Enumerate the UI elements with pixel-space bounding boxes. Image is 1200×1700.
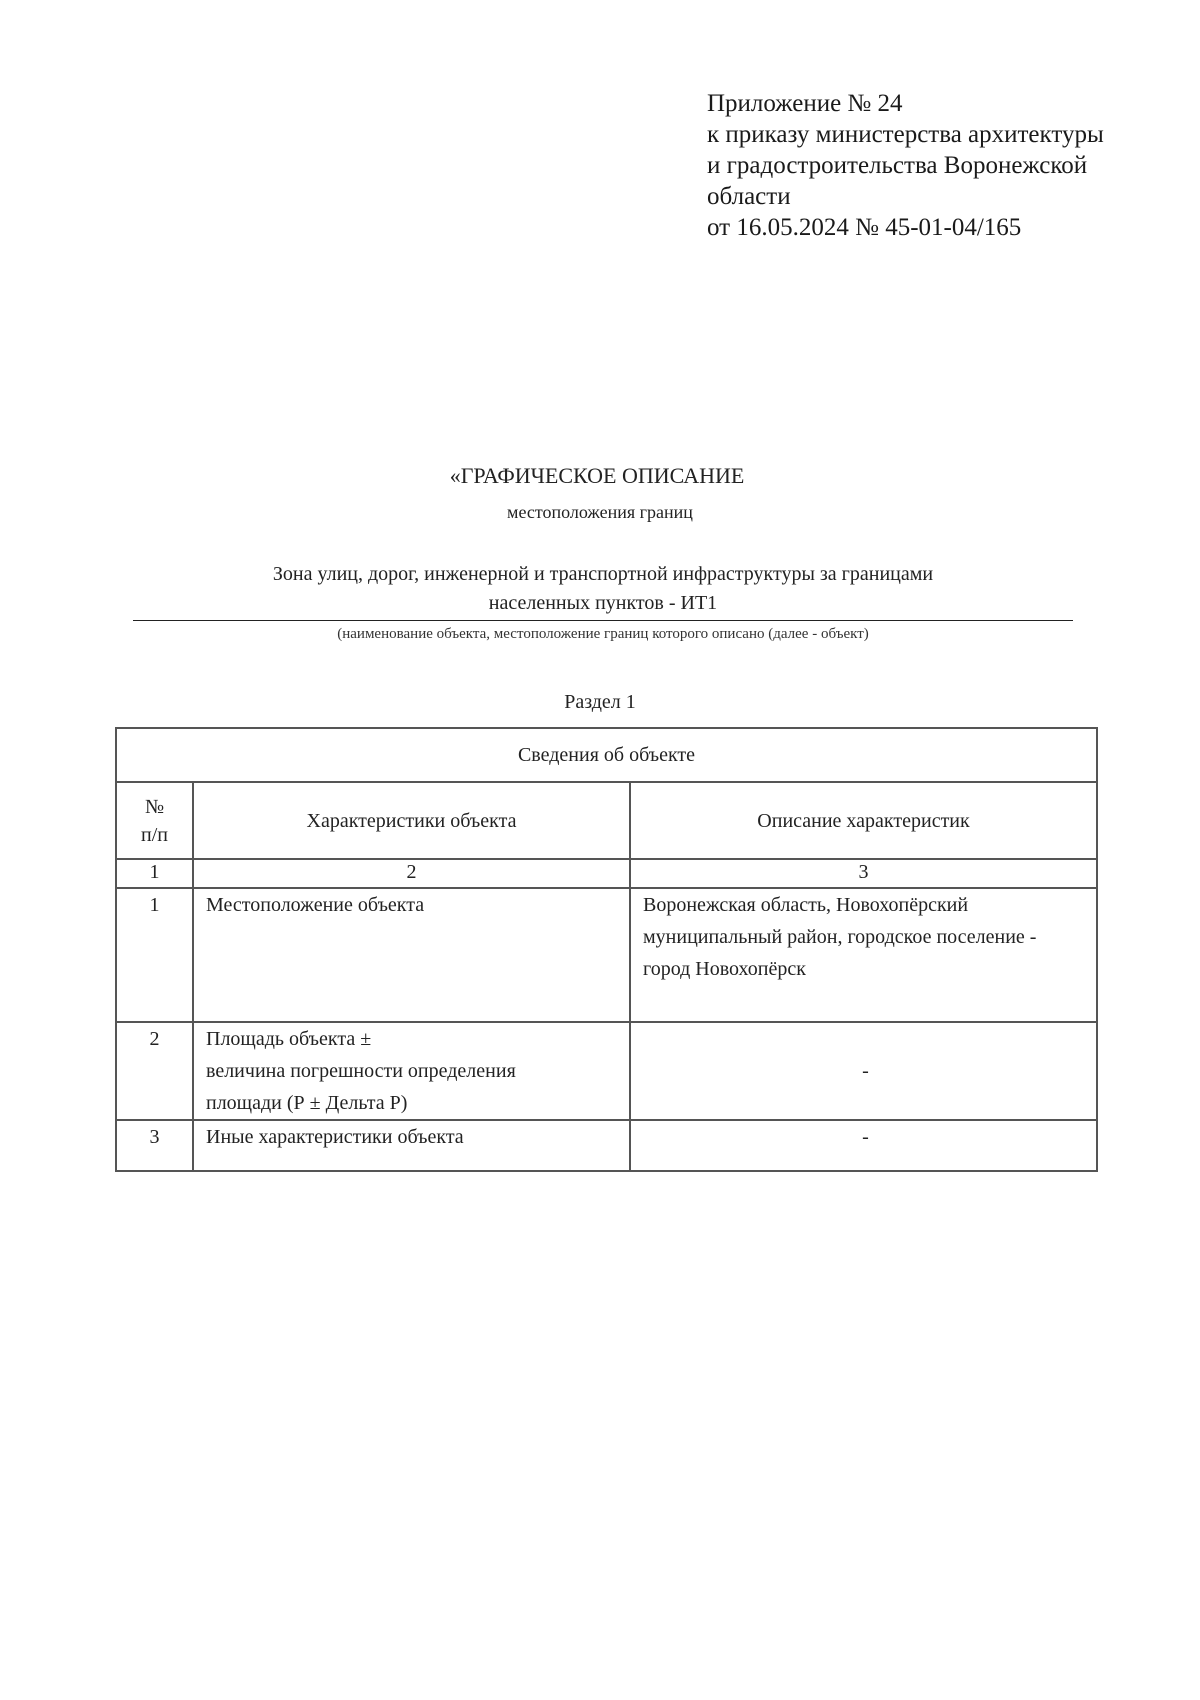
header-description: Описание характеристик <box>630 782 1097 859</box>
object-name-line: населенных пунктов - ИТ1 <box>488 592 718 614</box>
row-num: 1 <box>116 888 193 1022</box>
document-subtitle: местоположения границ <box>507 502 693 522</box>
appendix-line: и градостроительства Воронежской <box>707 152 1088 179</box>
table-header-row <box>116 782 1097 859</box>
row-name: Местоположение объекта <box>193 888 630 1022</box>
row-name-line: площади (Р ± Дельта Р) <box>206 1092 408 1114</box>
object-caption: (наименование объекта, местоположение границ которого описано (далее - объект) <box>337 626 869 642</box>
index-cell: 3 <box>630 859 1097 888</box>
index-cell: 1 <box>116 859 193 888</box>
appendix-header <box>707 88 1177 243</box>
appendix-line: Приложение № 24 <box>707 90 903 117</box>
row-num: 3 <box>116 1120 193 1171</box>
object-name-line: Зона улиц, дорог, инженерной и транспортной инфраструктуры за границами <box>272 563 934 585</box>
document-title: «ГРАФИЧЕСКОЕ ОПИСАНИЕ <box>449 463 745 488</box>
index-cell: 2 <box>193 859 630 888</box>
appendix-line: области <box>707 183 791 210</box>
section-label: Раздел 1 <box>564 691 636 713</box>
row-desc: Воронежская область, Новохопёрский муниципальный район, городское поселение - город Новохопёрск <box>630 888 1097 1022</box>
table-index-row <box>116 859 1097 888</box>
header-characteristics: Характеристики объекта <box>193 782 630 859</box>
header-num-line: № <box>144 795 165 818</box>
row-name-line: Площадь объекта ± <box>206 1028 372 1050</box>
row-name <box>193 1022 630 1120</box>
appendix-line: к приказу министерства архитектуры <box>707 121 1104 148</box>
appendix-line: от 16.05.2024 № 45-01-04/165 <box>707 214 1022 241</box>
row-name: Иные характеристики объекта <box>193 1120 630 1171</box>
object-underline <box>133 620 1073 621</box>
object-info-table <box>115 727 1098 1172</box>
row-num: 2 <box>116 1022 193 1120</box>
header-num-line: п/п <box>141 823 168 846</box>
row-desc: - <box>630 1120 1097 1171</box>
table-caption: Сведения об объекте <box>116 728 1097 782</box>
row-desc: - <box>630 1022 1097 1120</box>
object-name <box>133 560 1073 618</box>
header-num <box>116 782 193 859</box>
table-row <box>116 1022 1097 1120</box>
table-row <box>116 888 1097 1022</box>
row-name-line: величина погрешности определения <box>206 1060 516 1082</box>
table-row <box>116 1120 1097 1171</box>
table-caption-row <box>116 728 1097 782</box>
